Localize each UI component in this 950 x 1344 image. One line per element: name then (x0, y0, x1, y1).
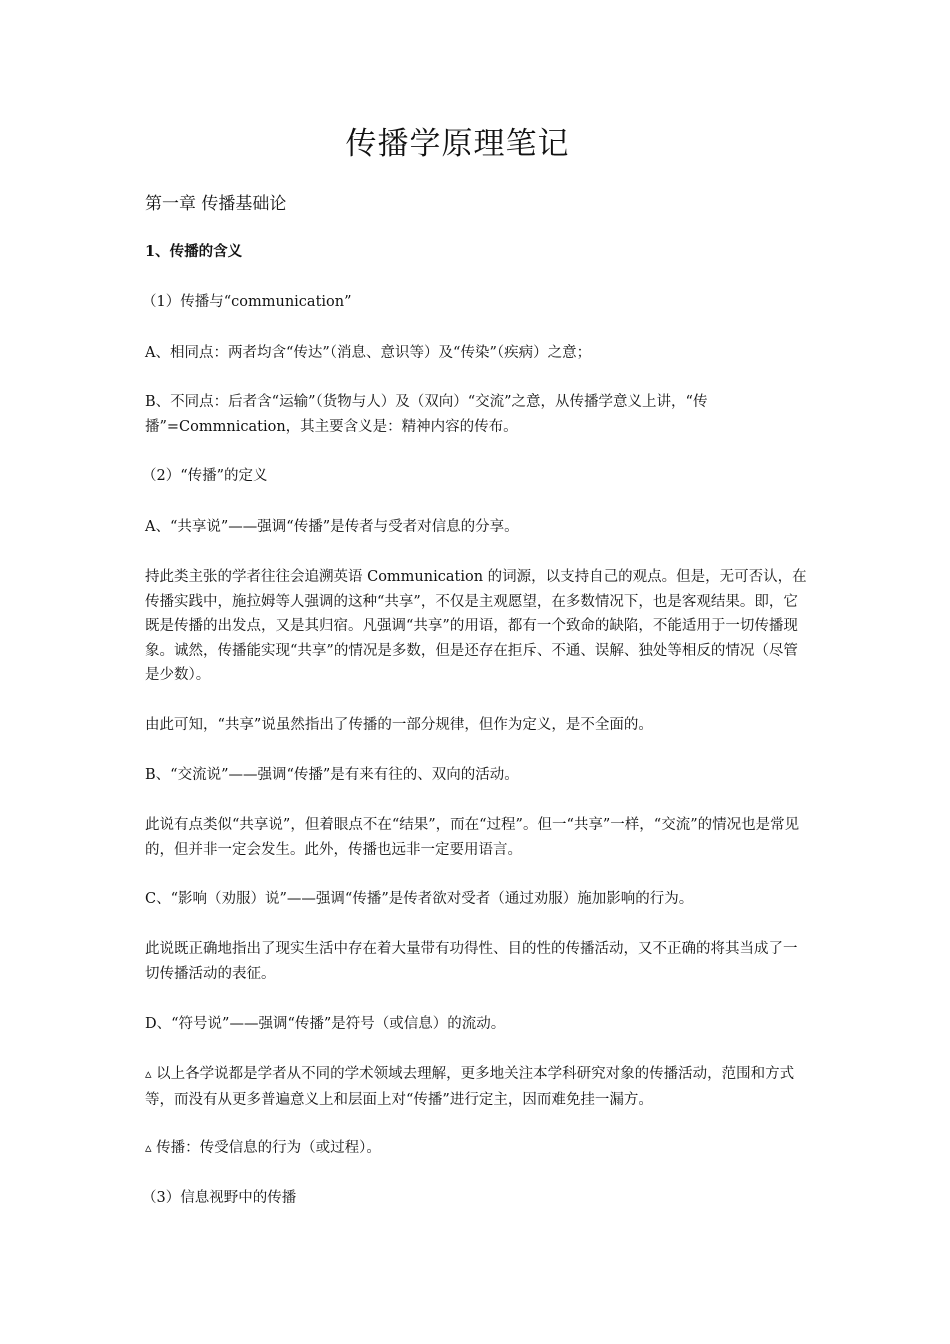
paragraph: B、不同点：后者含“运输”（货物与人）及（双向）“交流”之意，从传播学意义上讲，“传播”=Commnication，其主要含义是：精神内容的传布。 (145, 394, 708, 435)
paragraph: 由此可知，“共享”说虽然指出了传播的一部分规律，但作为定义，是不全面的。 (145, 717, 653, 733)
triangle-icon: ▵ (145, 1141, 152, 1156)
paragraph: 此说既正确地指出了现实生活中存在着大量带有功得性、目的性的传播活动，又不正确的将其当成了一切传播活动的表征。 (145, 941, 798, 982)
paragraph: 持此类主张的学者往往会追溯英语 Communication 的词源，以支持自己的观点。但是，无可否认，在传播实践中，施拉姆等人强调的这种“共享”，不仅是主观愿望，在多数情况下，也是客观结果。即，它既是传播的出发点，又是其归宿。凡强调“共享”的用语，都有一个致命的缺陷，不能适用于一切传播现象。诚然，传播能实现“共享”的情况是多数，但是还存在拒斥、不通、误解、独处等相反的情况（尽管是少数）。 (145, 569, 807, 683)
paragraph: C、“影响（劝服）说”——强调“传播”是传者欲对受者（通过劝服）施加影响的行为。 (145, 891, 694, 907)
paragraph: 此说有点类似“共享说”，但着眼点不在“结果”，而在“过程”。但一“共享”一样，“交流”的情况也是常见的，但并非一定会发生。此外，传播也远非一定要用语言。 (145, 817, 800, 858)
section-heading: 1、传播的含义 (145, 243, 243, 260)
document-title: 传播学原理笔记 (345, 126, 570, 162)
paragraph: D、“符号说”——强调“传播”是符号（或信息）的流动。 (145, 1016, 506, 1032)
subsection-heading: （2）“传播”的定义 (142, 468, 268, 484)
note-paragraph: ▵ 以上各学说都是学者从不同的学术领域去理解，更多地关注本学科研究对象的传播活动，范围和方式等，而没有从更多普遍意义上和层面上对“传播”进行定主，因而难免挂一漏方。 (145, 1066, 795, 1108)
subsection-heading: （3）信息视野中的传播 (142, 1190, 297, 1206)
paragraph: B、“交流说”——强调“传播”是有来有往的、双向的活动。 (145, 767, 519, 783)
paragraph: A、相同点：两者均含“传达”（消息、意识等）及“传染”（疾病）之意； (145, 345, 592, 361)
subsection-heading: （1）传播与“communication” (142, 294, 352, 310)
note-paragraph: ▵ 传播：传受信息的行为（或过程）。 (145, 1140, 381, 1156)
triangle-icon: ▵ (145, 1067, 152, 1082)
chapter-heading: 第一章 传播基础论 (145, 194, 287, 214)
paragraph: A、“共享说”——强调“传播”是传者与受者对信息的分享。 (145, 519, 519, 535)
